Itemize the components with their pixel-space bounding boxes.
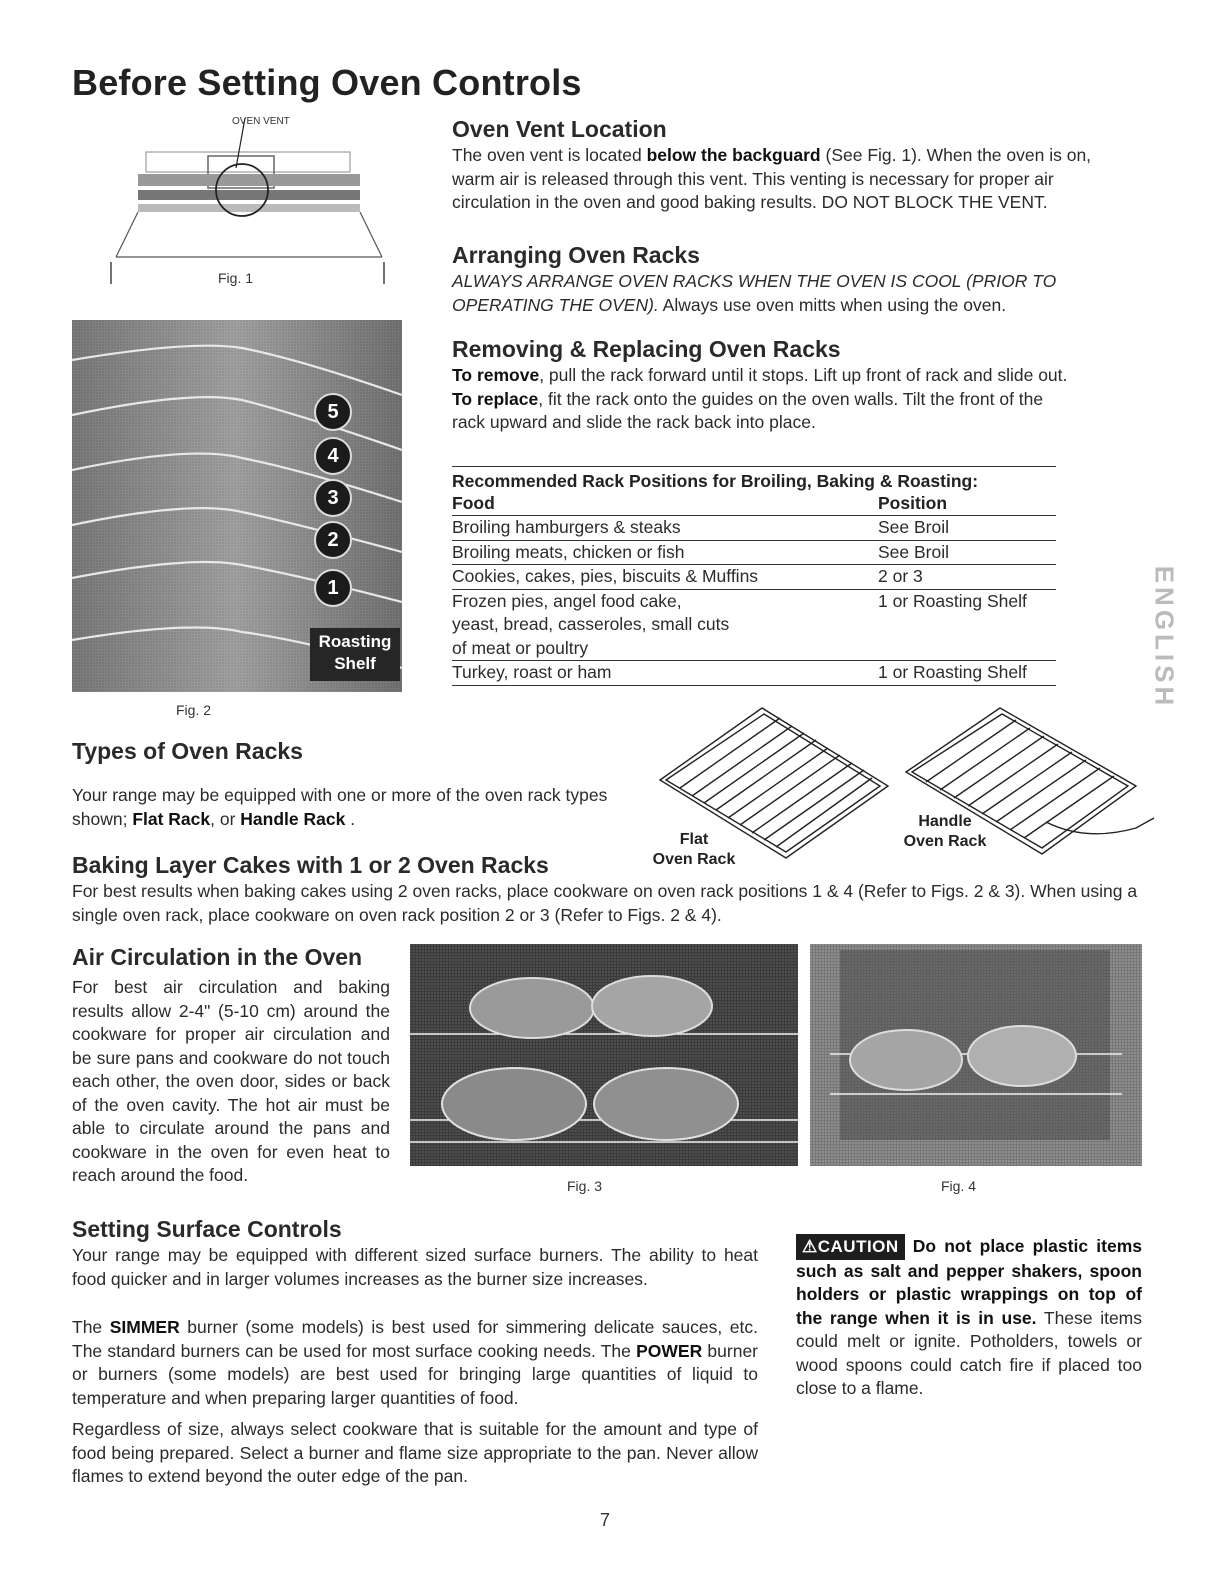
fig3-two-rack-photo: [410, 944, 798, 1166]
caution-badge: ⚠CAUTION: [796, 1234, 905, 1260]
table-row: Cookies, cakes, pies, biscuits & Muffins 2 or 3: [452, 565, 1056, 590]
flat-rack-label: Flat Oven Rack: [652, 831, 736, 868]
table-row: Frozen pies, angel food cake, yeast, bread, casseroles, small cuts of meat or poultry 1 or Roasting Shelf: [452, 590, 1056, 662]
table-row: Broiling hamburgers & steaks See Broil: [452, 516, 1056, 541]
oven-vent-heading: Oven Vent Location: [452, 116, 667, 142]
col-food: Food: [452, 493, 495, 513]
page-number: 7: [600, 1510, 611, 1530]
rack-position-1-badge: 1: [314, 569, 352, 607]
surface-controls-p3: Regardless of size, always select cookware that is suitable for the amount and type of food being prepared. Select a burner and flame size appropriate to the pan. Never allow flames to extend beyond the outer edge of the pan.: [72, 1419, 758, 1486]
surface-controls-p2: The SIMMER burner (some models) is best used for simmering delicate sauces, etc. The standard burners can be used for most surface cooking needs. The POWER burner or burners (some models) are best used for bringing large quantities of liquid to temperature and when preparing larger quantities of food.: [72, 1317, 759, 1408]
table-title: Recommended Rack Positions for Broiling, Baking & Roasting:: [452, 466, 1056, 492]
fig4-caption: Fig. 4: [941, 1178, 977, 1194]
rack-position-3-badge: 3: [314, 479, 352, 517]
rack-position-4-badge: 4: [314, 437, 352, 475]
oven-vent-label: OVEN VENT: [232, 116, 290, 127]
surface-controls-p1: Your range may be equipped with different sized surface burners. The ability to heat food quicker and in larger volumes increases as the burner size increases.: [72, 1245, 758, 1289]
language-side-tab: ENGLISH: [1149, 565, 1180, 710]
removing-racks-text: To remove, pull the rack forward until it stops. Lift up front of rack and slide out. To replace, fit the rack onto the guides on the oven walls. Tilt the front of the rack upward and slide the rack back into place.: [452, 365, 1068, 432]
fig1-caption: Fig. 1: [218, 270, 254, 286]
fig2-caption: Fig. 2: [176, 702, 212, 718]
baking-layer-cakes-text: For best results when baking cakes using 2 oven racks, place cookware on oven rack positions 1 & 4 (Refer to Figs. 2 & 3). When using a single oven rack, place cookware on oven rack position 2 or 3 (Refer to Figs. 2 & 4).: [72, 881, 1138, 925]
handle-rack-label: Handle Oven Rack: [903, 813, 987, 850]
surface-controls-heading: Setting Surface Controls: [72, 1216, 342, 1242]
table-header-row: [452, 492, 1056, 516]
rack-position-2-badge: 2: [314, 521, 352, 559]
removing-racks-heading: Removing & Replacing Oven Racks: [452, 336, 841, 362]
fig3-caption: Fig. 3: [567, 1178, 603, 1194]
baking-layer-cakes-heading: Baking Layer Cakes with 1 or 2 Oven Racks: [72, 852, 549, 878]
table-row: Broiling meats, chicken or fish See Broil: [452, 541, 1056, 566]
air-circulation-text: For best air circulation and baking results allow 2-4" (5-10 cm) around the cookware for proper air circulation and be sure pans and cookware do not touch each other, the oven door, sides or back of the oven cavity. The hot air must be able to circulate around the pans and cookware in the oven for even heat to reach around the food.: [72, 977, 390, 1185]
arranging-racks-text: ALWAYS ARRANGE OVEN RACKS WHEN THE OVEN IS COOL (PRIOR TO OPERATING THE OVEN). Always use oven mitts when using the oven.: [452, 271, 1057, 315]
fig4-one-rack-photo: [810, 944, 1142, 1166]
air-circulation-heading: Air Circulation in the Oven: [72, 944, 363, 970]
types-racks-heading: Types of Oven Racks: [72, 738, 303, 764]
fig1-range-drawing: [108, 112, 388, 292]
types-racks-text: Your range may be equipped with one or more of the oven rack types shown; Flat Rack, or Handle Rack .: [72, 785, 608, 829]
table-row: Turkey, roast or ham 1 or Roasting Shelf: [452, 661, 1056, 686]
col-position: Position: [878, 493, 948, 513]
arranging-racks-heading: Arranging Oven Racks: [452, 242, 700, 268]
rack-positions-table: [452, 466, 1056, 686]
caution-notice: ⚠CAUTION Do not place plastic items such as salt and pepper shakers, spoon holders or plastic wrappings on top of the range when it is in use. These items could melt or ignite. Potholders, towels or wood spoons could catch fire if placed too close to a flame.: [796, 1236, 1143, 1398]
page-title: Before Setting Oven Controls: [72, 62, 582, 103]
oven-vent-text: The oven vent is located below the backguard (See Fig. 1). When the oven is on, warm air is released through this vent. This venting is necessary for proper air circulation in the oven and good baking results. DO NOT BLOCK THE VENT.: [452, 145, 1092, 212]
roasting-shelf-label: Roasting Shelf: [310, 628, 400, 681]
rack-position-5-badge: 5: [314, 393, 352, 431]
